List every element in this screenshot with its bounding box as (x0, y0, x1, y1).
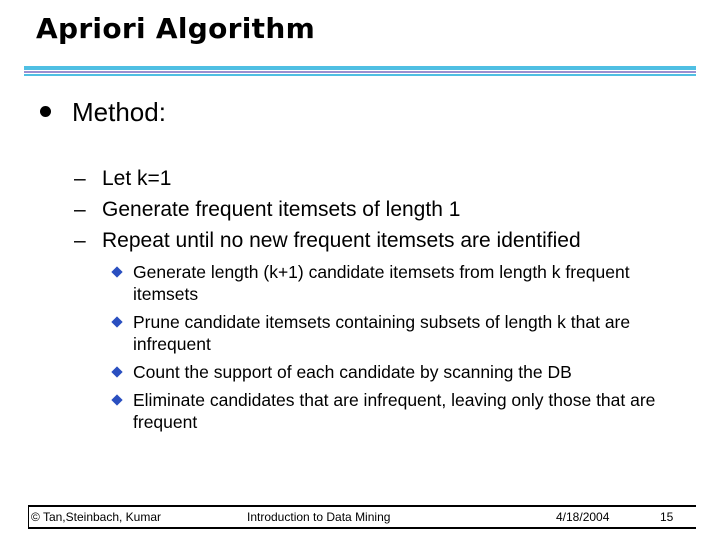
diamond-bullet-icon (111, 366, 122, 377)
step-text: Let k=1 (102, 167, 172, 190)
title-rule-bottom (24, 74, 696, 76)
dash-bullet: – (74, 198, 86, 221)
diamond-bullet-icon (111, 316, 122, 327)
step-item (74, 229, 581, 253)
footer-date: 4/18/2004 (556, 510, 610, 524)
footer-page-number: 15 (660, 510, 674, 524)
slide-title: Apriori Algorithm (36, 12, 316, 45)
step-text: Generate frequent itemsets of length 1 (102, 198, 461, 221)
substep-text: Generate length (k+1) candidate itemsets from length k frequent itemsets (133, 262, 630, 304)
substep-item (133, 261, 693, 305)
title-rule-top (24, 66, 696, 70)
dash-bullet: – (74, 229, 86, 252)
footer-copyright: © Tan,Steinbach, Kumar (31, 510, 162, 524)
substep-text: Eliminate candidates that are infrequent, leaving only those that are frequent (133, 390, 656, 432)
step-item (74, 198, 460, 222)
substep-item (133, 361, 693, 383)
substep-item (133, 311, 693, 355)
substep-text: Prune candidate itemsets containing subsets of length k that are infrequent (133, 312, 631, 354)
diamond-bullet-icon (111, 394, 122, 405)
step-item (74, 167, 171, 191)
substep-item (133, 389, 693, 433)
dash-bullet: – (74, 167, 86, 190)
slide-footer (28, 505, 696, 529)
substep-text: Count the support of each candidate by scanning the DB (133, 362, 572, 382)
title-rule-middle (24, 71, 696, 73)
step-text: Repeat until no new frequent itemsets are identified (102, 229, 581, 252)
diamond-bullet-icon (111, 266, 122, 277)
round-bullet-icon (40, 106, 51, 117)
method-heading: Method: (72, 97, 166, 127)
footer-course-title: Introduction to Data Mining (247, 510, 391, 524)
